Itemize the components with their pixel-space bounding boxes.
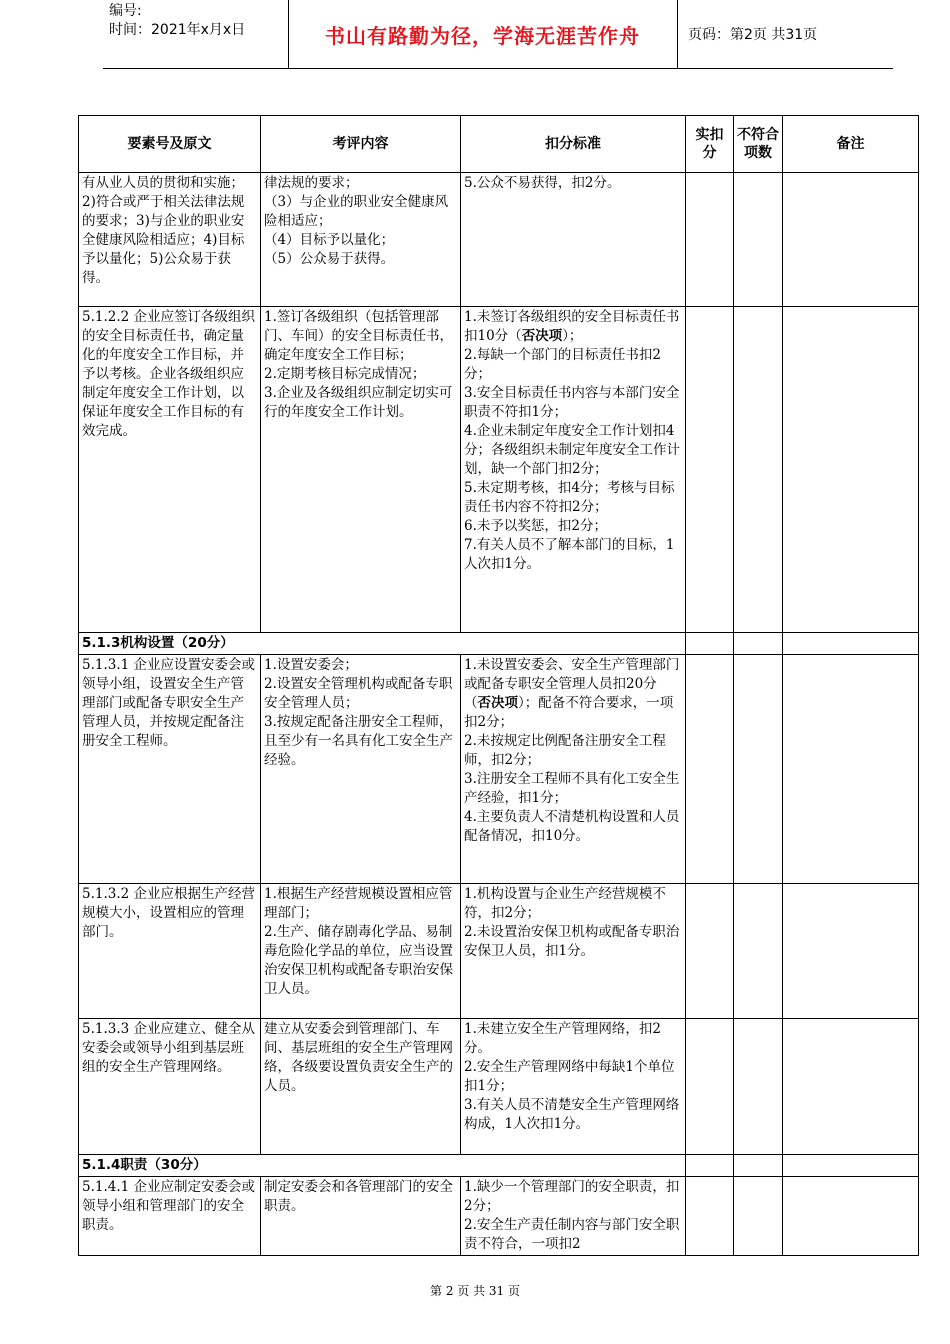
doc-number-label: 编号: (109, 3, 142, 19)
header-remark: 备注 (783, 116, 919, 173)
table-row (79, 1177, 919, 1256)
criteria-line: 1.未签订各级组织的安全目标责任书扣10分（否决项）； (464, 309, 680, 344)
element-cell: 5.1.2.2 企业应签订各级组织的安全目标责任书，确定量化的年度安全工作目标，并予以考核。企业各级组织应制定年度安全工作计划，以保证年度安全工作目标的有效完成。 (79, 307, 261, 633)
time-label: 时间：2021年x月x日 (109, 22, 246, 38)
content-cell: 1.根据生产经营规模设置相应管理部门； 2.生产、储存剧毒化学品、易制毒危险化学品的单位，应当设置治安保卫机构或配备专职治安保卫人员。 (261, 884, 461, 1019)
noncompliant-cell[interactable] (734, 307, 783, 633)
content-cell: 1.签订各级组织（包括管理部门、车间）的安全目标责任书，确定年度安全工作目标； 2.定期考核目标完成情况； 3.企业及各级组织应制定切实可行的年度安全工作计划。 (261, 307, 461, 633)
section-title: 5.1.3机构设置（20分） (79, 633, 686, 655)
evaluation-table (78, 115, 919, 1256)
content-cell: 制定安委会和各管理部门的安全职责。 (261, 1177, 461, 1256)
remark-cell[interactable] (783, 307, 919, 633)
element-cell: 5.1.3.2 企业应根据生产经营规模大小，设置相应的管理部门。 (79, 884, 261, 1019)
deduct-cell[interactable] (686, 173, 734, 307)
page-footer: 第 2 页 共 31 页 (430, 1284, 520, 1298)
noncompliant-cell[interactable] (734, 1019, 783, 1155)
remark-cell[interactable] (783, 633, 919, 655)
element-cell: 5.1.3.3 企业应建立、健全从安委会或领导小组到基层班组的安全生产管理网络。 (79, 1019, 261, 1155)
remark-cell[interactable] (783, 1019, 919, 1155)
criteria-cell: 5.公众不易获得，扣2分。 (461, 173, 686, 307)
table-row (79, 884, 919, 1019)
criteria-cell: 1.机构设置与企业生产经营规模不符，扣2分； 2.未设置治安保卫机构或配备专职治安保卫人员，扣1分。 (461, 884, 686, 1019)
table-row (79, 307, 919, 633)
header-noncompliant: 不符合项数 (734, 116, 783, 173)
criteria-cell: 1.未设置安委会、安全生产管理部门或配备专职安全管理人员扣20分（否决项）；配备不符合要求，一项扣2分； 2.未按规定比例配备注册安全工程师，扣2分； 3.注册安全工程师不具有化工安全生产经验，扣1分； 4.主要负责人不清楚机构设置和人员配备情况，扣10分。 (461, 655, 686, 884)
header-divider (677, 0, 678, 68)
section-row (79, 633, 919, 655)
table-row (79, 1019, 919, 1155)
table-row (79, 655, 919, 884)
motto: 书山有路勤为径，学海无涯苦作舟 (325, 24, 640, 48)
noncompliant-cell[interactable] (734, 884, 783, 1019)
content-cell: 律法规的要求； （3）与企业的职业安全健康风险相适应； （4）目标予以量化； （5）公众易于获得。 (261, 173, 461, 307)
deduct-cell[interactable] (686, 1019, 734, 1155)
criteria-cell: 1.未签订各级组织的安全目标责任书扣10分（否决项）； 2.每缺一个部门的目标责任书扣2分； 3.安全目标责任书内容与本部门安全职责不符扣1分； 4.企业未制定年度安全工作计划扣4分；各级组织未制定年度安全工作计划，缺一个部门扣2分； 5.未定期考核，扣4分；考核与目标责任书内容不符扣2分； 6.未予以奖惩，扣2分； 7.有关人员不了解本部门的目标，1人次扣1分。 (461, 307, 686, 633)
noncompliant-cell[interactable] (734, 633, 783, 655)
veto-item-label: 否决项 (477, 695, 518, 711)
header-element: 要素号及原文 (79, 116, 261, 173)
page-info: 页码：第2页 共31页 (688, 27, 818, 43)
header-deduct: 实扣分 (686, 116, 734, 173)
noncompliant-cell[interactable] (734, 655, 783, 884)
content-cell: 建立从安委会到管理部门、车间、基层班组的安全生产管理网络，各级要设置负责安全生产的人员。 (261, 1019, 461, 1155)
page-header (103, 0, 893, 69)
deduct-cell[interactable] (686, 655, 734, 884)
remark-cell[interactable] (783, 655, 919, 884)
deduct-cell[interactable] (686, 1155, 734, 1177)
criteria-cell: 1.未建立安全生产管理网络，扣2分。 2.安全生产管理网络中每缺1个单位扣1分； 3.有关人员不清楚安全生产管理网络构成，1人次扣1分。 (461, 1019, 686, 1155)
veto-item-label: 否决项 (521, 328, 563, 344)
criteria-line: 1.未设置安委会、安全生产管理部门或配备专职安全管理人员扣20分（否决项）；配备不符合要求，一项扣2分； (464, 657, 680, 730)
table-row (79, 173, 919, 307)
section-row (79, 1155, 919, 1177)
deduct-cell[interactable] (686, 1177, 734, 1256)
remark-cell[interactable] (783, 1177, 919, 1256)
element-cell: 5.1.4.1 企业应制定安委会或领导小组和管理部门的安全职责。 (79, 1177, 261, 1256)
remark-cell[interactable] (783, 173, 919, 307)
header-left (109, 2, 289, 40)
header-content: 考评内容 (261, 116, 461, 173)
remark-cell[interactable] (783, 1155, 919, 1177)
deduct-cell[interactable] (686, 307, 734, 633)
header-criteria: 扣分标准 (461, 116, 686, 173)
content-cell: 1.设置安委会； 2.设置安全管理机构或配备专职安全管理人员； 3.按规定配备注册安全工程师，且至少有一名具有化工安全生产经验。 (261, 655, 461, 884)
noncompliant-cell[interactable] (734, 173, 783, 307)
table-header-row (79, 116, 919, 173)
section-title: 5.1.4职责（30分） (79, 1155, 686, 1177)
noncompliant-cell[interactable] (734, 1177, 783, 1256)
element-cell: 5.1.3.1 企业应设置安委会或领导小组，设置安全生产管理部门或配备专职安全生产管理人员，并按规定配备注册安全工程师。 (79, 655, 261, 884)
element-cell: 有从业人员的贯彻和实施；2)符合或严于相关法律法规的要求；3)与企业的职业安全健康风险相适应；4)目标予以量化；5)公众易于获得。 (79, 173, 261, 307)
criteria-cell: 1.缺少一个管理部门的安全职责，扣2分； 2.安全生产责任制内容与部门安全职责不符合，一项扣2 (461, 1177, 686, 1256)
remark-cell[interactable] (783, 884, 919, 1019)
deduct-cell[interactable] (686, 884, 734, 1019)
noncompliant-cell[interactable] (734, 1155, 783, 1177)
deduct-cell[interactable] (686, 633, 734, 655)
